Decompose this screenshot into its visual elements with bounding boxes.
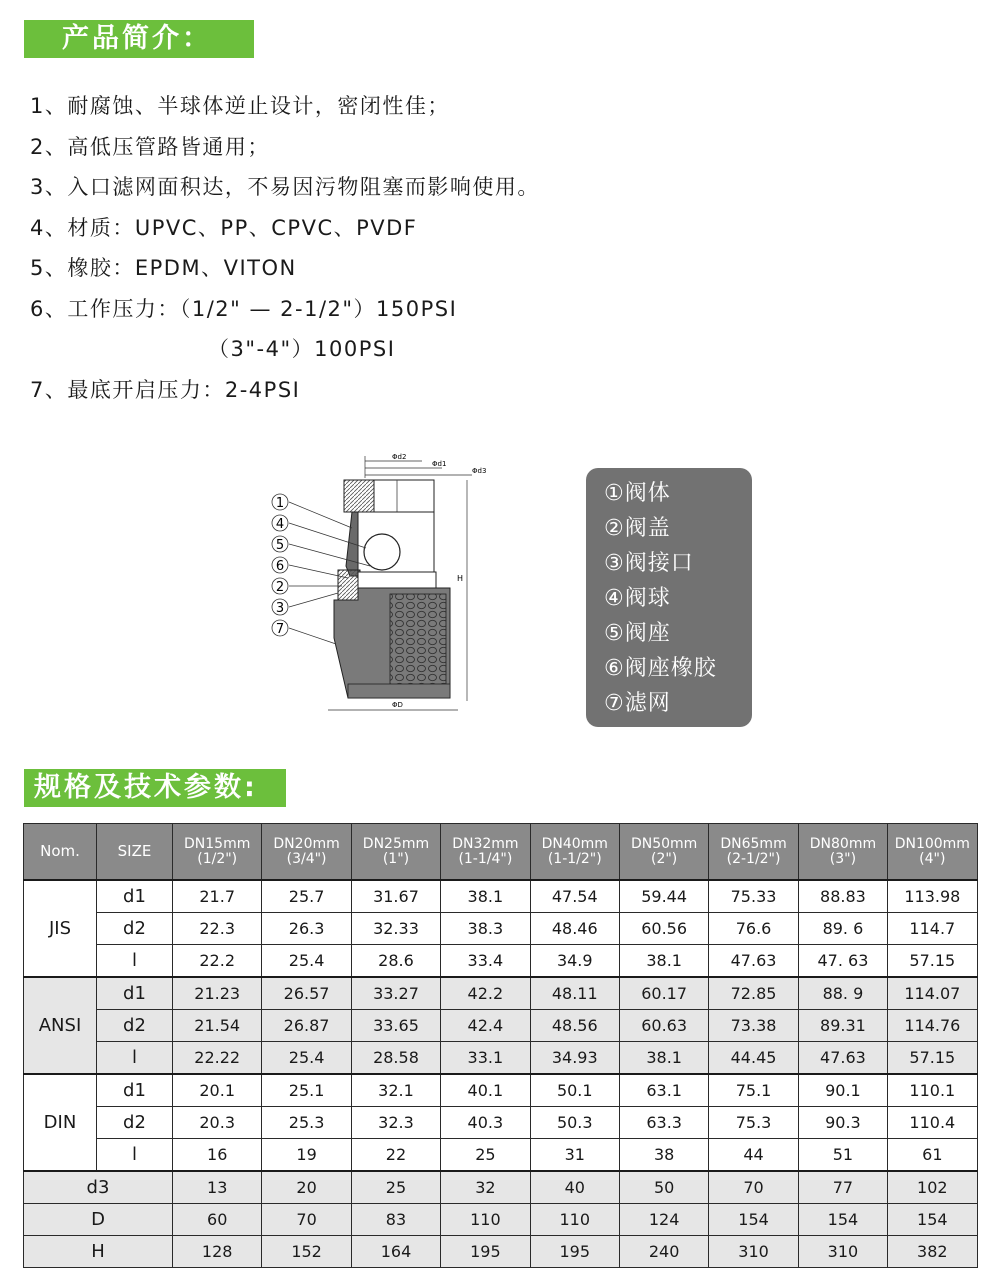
header-col [709, 824, 798, 881]
table-cell: 70 [709, 1171, 798, 1204]
feature-item: 3、入口滤网面积达，不易因污物阻塞而影响使用。 [30, 175, 540, 199]
table-row [24, 1042, 978, 1075]
size-label: d1 [97, 977, 173, 1010]
table-cell: 48.46 [530, 913, 619, 945]
feature-item: 6、工作压力：（1/2" — 2-1/2"）150PSI [30, 296, 458, 321]
table-cell: 32.33 [351, 913, 440, 945]
table-cell: 73.38 [709, 1010, 798, 1042]
table-cell: 47.54 [530, 880, 619, 913]
table-cell: 70 [262, 1204, 351, 1236]
parts-legend [586, 468, 752, 727]
table-cell: 25 [441, 1139, 530, 1172]
table-cell: 32 [441, 1171, 530, 1204]
table-cell: 114.07 [888, 977, 977, 1010]
header-dn: DN25mm [362, 835, 430, 852]
callout-label: 6 [275, 559, 285, 574]
table-cell: 47. 63 [798, 945, 887, 978]
table-cell: 110.1 [888, 1074, 977, 1107]
size-label: d2 [97, 913, 173, 945]
table-cell: 33.1 [441, 1042, 530, 1075]
table-cell: 13 [173, 1171, 262, 1204]
standard-label: JIS [24, 880, 97, 977]
size-label: l [97, 945, 173, 978]
size-label: l [97, 1139, 173, 1172]
table-cell: 25 [351, 1171, 440, 1204]
table-cell: 57.15 [888, 1042, 977, 1075]
header-col [619, 824, 708, 881]
table-cell: 89.31 [798, 1010, 887, 1042]
header-dn: DN65mm [720, 835, 787, 852]
table-cell: 22.22 [173, 1042, 262, 1075]
table-cell: 22 [351, 1139, 440, 1172]
header-dn: DN32mm [452, 835, 519, 852]
feature-item: 5、橡胶：EPDM、VITON [30, 256, 297, 280]
table-cell: 75.3 [709, 1107, 798, 1139]
dimension-label: d3 [24, 1171, 173, 1204]
callout-label: 4 [275, 517, 285, 532]
dimension-label: D [24, 1204, 173, 1236]
dim-d2-label: Φd2 [392, 453, 407, 461]
table-cell: 60.63 [619, 1010, 708, 1042]
table-cell: 20.3 [173, 1107, 262, 1139]
table-cell: 44 [709, 1139, 798, 1172]
table-cell: 61 [888, 1139, 977, 1172]
table-cell: 20 [262, 1171, 351, 1204]
table-cell: 128 [173, 1236, 262, 1268]
header-inch: (3/4") [286, 850, 327, 867]
size-label: d1 [97, 880, 173, 913]
table-cell: 38.3 [441, 913, 530, 945]
size-label: d1 [97, 1074, 173, 1107]
size-label: d2 [97, 1010, 173, 1042]
table-row [24, 1236, 978, 1268]
legend-item: ⑦滤网 [604, 691, 671, 716]
spec-table [23, 823, 978, 1268]
feature-item: （3"-4"）100PSI [208, 337, 396, 361]
section-title-specs: 规格及技术参数: [24, 769, 286, 807]
table-cell: 25.4 [262, 945, 351, 978]
table-cell: 154 [709, 1204, 798, 1236]
table-cell: 25.4 [262, 1042, 351, 1075]
table-cell: 60.56 [619, 913, 708, 945]
table-cell: 48.11 [530, 977, 619, 1010]
table-cell: 88. 9 [798, 977, 887, 1010]
table-cell: 47.63 [709, 945, 798, 978]
standard-label: DIN [24, 1074, 97, 1171]
table-cell: 32.1 [351, 1074, 440, 1107]
header-nom: Nom. [24, 824, 97, 881]
table-cell: 310 [709, 1236, 798, 1268]
table-cell: 40.1 [441, 1074, 530, 1107]
table-cell: 50 [619, 1171, 708, 1204]
table-cell: 28.6 [351, 945, 440, 978]
legend-item: ①阀体 [604, 481, 671, 506]
dim-d-label: ΦD [392, 701, 403, 709]
legend-item: ④阀球 [604, 586, 671, 611]
table-cell: 60 [173, 1204, 262, 1236]
header-col [888, 824, 977, 881]
table-cell: 26.3 [262, 913, 351, 945]
table-cell: 72.85 [709, 977, 798, 1010]
feature-item: 4、材质：UPVC、PP、CPVC、PVDF [30, 215, 418, 240]
table-cell: 21.54 [173, 1010, 262, 1042]
dimension-label: H [24, 1236, 173, 1268]
table-row [24, 1139, 978, 1172]
table-row [24, 1010, 978, 1042]
table-cell: 124 [619, 1204, 708, 1236]
table-cell: 59.44 [619, 880, 708, 913]
table-cell: 63.1 [619, 1074, 708, 1107]
header-inch: (1/2") [197, 850, 238, 867]
header-dn: DN15mm [184, 835, 251, 852]
table-cell: 33.65 [351, 1010, 440, 1042]
table-cell: 38 [619, 1139, 708, 1172]
header-col [351, 824, 440, 881]
table-cell: 47.63 [798, 1042, 887, 1075]
section-title-product-intro: 产品简介： [24, 20, 254, 58]
header-dn: DN20mm [273, 835, 340, 852]
table-cell: 195 [441, 1236, 530, 1268]
table-row [24, 1107, 978, 1139]
header-inch: (1") [382, 850, 410, 867]
feature-item: 1、耐腐蚀、半球体逆止设计，密闭性佳； [30, 94, 450, 118]
header-dn: DN50mm [630, 835, 698, 852]
table-cell: 110.4 [888, 1107, 977, 1139]
header-col [173, 824, 262, 881]
table-cell: 102 [888, 1171, 977, 1204]
valve-diagram [262, 448, 502, 718]
table-cell: 31 [530, 1139, 619, 1172]
header-inch: (1-1/4") [458, 850, 513, 867]
callout-label: 5 [275, 538, 285, 553]
table-cell: 40.3 [441, 1107, 530, 1139]
table-cell: 114.76 [888, 1010, 977, 1042]
table-cell: 83 [351, 1204, 440, 1236]
feature-item: 2、高低压管路皆通用； [30, 134, 270, 159]
feature-item: 7、最底开启压力：2-4PSI [30, 377, 301, 402]
table-cell: 76.6 [709, 913, 798, 945]
table-cell: 110 [530, 1204, 619, 1236]
table-cell: 26.87 [262, 1010, 351, 1042]
size-label: d2 [97, 1107, 173, 1139]
table-cell: 50.3 [530, 1107, 619, 1139]
table-cell: 195 [530, 1236, 619, 1268]
table-cell: 152 [262, 1236, 351, 1268]
table-cell: 33.27 [351, 977, 440, 1010]
table-cell: 113.98 [888, 880, 977, 913]
table-header-row [24, 824, 978, 881]
header-size: SIZE [97, 824, 173, 881]
table-cell: 48.56 [530, 1010, 619, 1042]
table-row [24, 1074, 978, 1107]
table-cell: 21.7 [173, 880, 262, 913]
header-inch: (3") [829, 850, 857, 867]
table-row [24, 1204, 978, 1236]
legend-item: ⑤阀座 [604, 621, 671, 646]
table-cell: 38.1 [619, 945, 708, 978]
table-row [24, 913, 978, 945]
table-cell: 22.2 [173, 945, 262, 978]
table-cell: 16 [173, 1139, 262, 1172]
header-inch: (1-1/2") [547, 850, 602, 867]
table-cell: 310 [798, 1236, 887, 1268]
size-label: l [97, 1042, 173, 1075]
table-cell: 25.7 [262, 880, 351, 913]
table-cell: 114.7 [888, 913, 977, 945]
dim-d3-label: Φd3 [472, 467, 487, 475]
legend-item: ⑥阀座橡胶 [604, 656, 717, 681]
table-cell: 32.3 [351, 1107, 440, 1139]
table-cell: 90.3 [798, 1107, 887, 1139]
table-cell: 34.9 [530, 945, 619, 978]
table-cell: 51 [798, 1139, 887, 1172]
callout-label: 1 [275, 496, 285, 511]
table-cell: 38.1 [441, 880, 530, 913]
header-col [530, 824, 619, 881]
table-cell: 63.3 [619, 1107, 708, 1139]
header-dn: DN80mm [809, 835, 877, 852]
table-row [24, 977, 978, 1010]
table-cell: 31.67 [351, 880, 440, 913]
table-cell: 77 [798, 1171, 887, 1204]
table-cell: 60.17 [619, 977, 708, 1010]
feature-list [30, 86, 730, 410]
table-cell: 110 [441, 1204, 530, 1236]
callout-label: 2 [275, 580, 285, 595]
table-cell: 44.45 [709, 1042, 798, 1075]
table-cell: 20.1 [173, 1074, 262, 1107]
table-cell: 164 [351, 1236, 440, 1268]
table-cell: 90.1 [798, 1074, 887, 1107]
table-cell: 382 [888, 1236, 977, 1268]
legend-item: ②阀盖 [604, 516, 671, 541]
table-cell: 42.2 [441, 977, 530, 1010]
table-cell: 26.57 [262, 977, 351, 1010]
dim-d1-label: Φd1 [432, 460, 447, 468]
table-cell: 22.3 [173, 913, 262, 945]
callout-label: 3 [275, 601, 285, 616]
table-cell: 50.1 [530, 1074, 619, 1107]
header-inch: (2") [651, 850, 678, 867]
dim-h-label: H [457, 574, 464, 583]
header-dn: DN40mm [541, 835, 608, 852]
table-cell: 57.15 [888, 945, 977, 978]
header-col [441, 824, 530, 881]
table-cell: 75.33 [709, 880, 798, 913]
legend-item: ③阀接口 [604, 551, 694, 576]
table-cell: 42.4 [441, 1010, 530, 1042]
table-cell: 21.23 [173, 977, 262, 1010]
table-cell: 40 [530, 1171, 619, 1204]
table-cell: 28.58 [351, 1042, 440, 1075]
table-cell: 25.1 [262, 1074, 351, 1107]
callout-label: 7 [275, 622, 285, 637]
table-cell: 75.1 [709, 1074, 798, 1107]
header-inch: (2-1/2") [726, 850, 781, 867]
table-cell: 19 [262, 1139, 351, 1172]
table-cell: 25.3 [262, 1107, 351, 1139]
table-row [24, 1171, 978, 1204]
table-cell: 89. 6 [798, 913, 887, 945]
table-cell: 33.4 [441, 945, 530, 978]
table-cell: 154 [888, 1204, 977, 1236]
header-dn: DN100mm [894, 835, 970, 852]
header-col [798, 824, 887, 881]
table-cell: 34.93 [530, 1042, 619, 1075]
standard-label: ANSI [24, 977, 97, 1074]
table-cell: 240 [619, 1236, 708, 1268]
table-row [24, 945, 978, 978]
table-cell: 154 [798, 1204, 887, 1236]
header-col [262, 824, 351, 881]
table-cell: 88.83 [798, 880, 887, 913]
table-cell: 38.1 [619, 1042, 708, 1075]
header-inch: (4") [919, 850, 946, 867]
table-row [24, 880, 978, 913]
